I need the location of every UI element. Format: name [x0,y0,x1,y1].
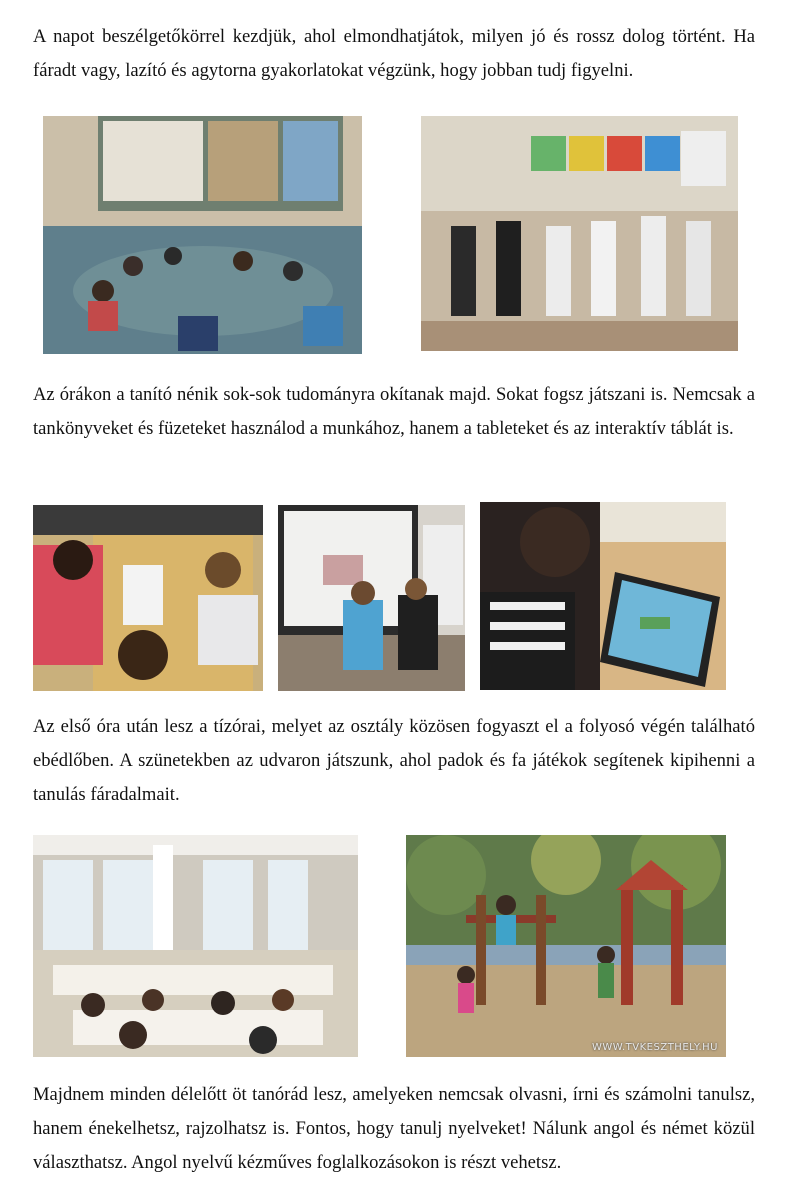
photo-tablet-use [480,502,726,690]
photo-group-work [33,505,263,691]
photo-dining-hall [33,835,358,1057]
photo-morning-circle [43,116,362,354]
photo-exercise-class [421,116,738,351]
photo-playground [406,835,726,1057]
photo-watermark: WWW.TVKESZTHELY.HU [591,1042,718,1053]
paragraph-morning-circle: A napot beszélgetőkörrel kezdjük, ahol elmondhatjátok, milyen jó és rossz dolog történt. Ha fáradt vagy, lazító és agytorna gyakorlatokat végzünk, hogy jobban tudj figyelni. [33,26,755,81]
paragraph-lessons: Az órákon a tanító nénik sok-sok tudományra okítanak majd. Sokat fogsz játszani is. Nemcsak a tankönyveket és füzeteket használod a munkához, hanem a tableteket és az interaktív táblát is. [33,384,755,439]
paragraph-breaks: Az első óra után lesz a tízórai, melyet az osztály közösen fogyaszt el a folyosó végén található ebédlőben. A szünetekben az udvaron játszunk, ahol padok és fa játékok segítenek kipihenni a tanulás fáradalmait. [33,716,755,805]
photo-interactive-board [278,505,465,691]
paragraph-daily-schedule: Majdnem minden délelőtt öt tanórád lesz, amelyeken nemcsak olvasni, írni és számolni tanulsz, hanem énekelhetsz, rajzolhatsz is. Fontos, hogy tanulj nyelveket! Nálunk angol és német közül választhatsz. Angol nyelvű kézműves foglalkozásokon is részt vehetsz. [33,1084,755,1173]
